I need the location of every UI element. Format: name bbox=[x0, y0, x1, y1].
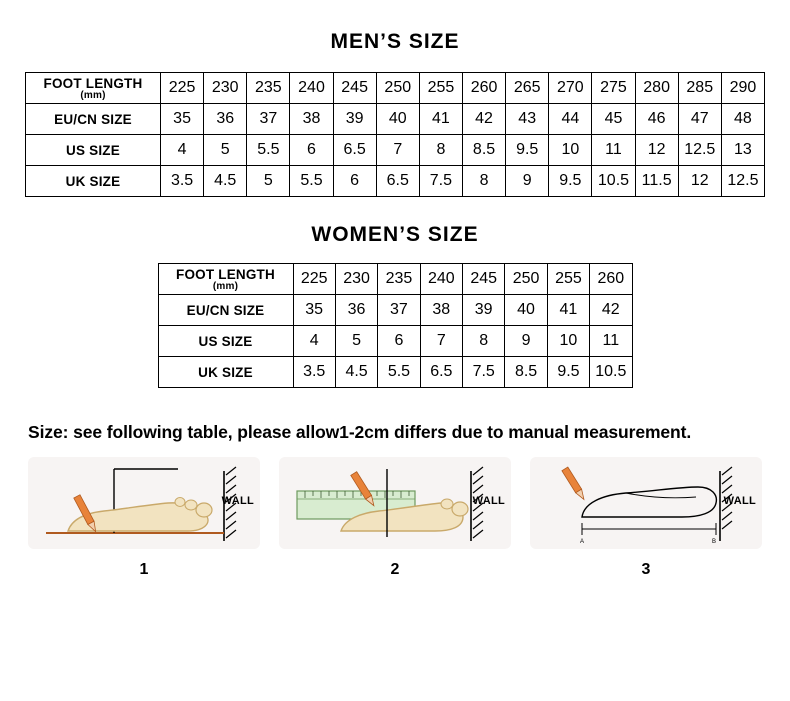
table-cell: 6.5 bbox=[420, 357, 462, 388]
table-row bbox=[26, 135, 765, 166]
wall-label: WALL bbox=[472, 495, 505, 507]
figure-1-image bbox=[28, 457, 260, 549]
table-cell: 43 bbox=[506, 104, 549, 135]
table-cell: 260 bbox=[462, 73, 505, 104]
table-cell: 5.5 bbox=[378, 357, 420, 388]
table-cell: 5 bbox=[335, 326, 377, 357]
table-cell: 255 bbox=[547, 264, 589, 295]
figure-step-3 bbox=[530, 457, 762, 579]
wall-label: WALL bbox=[723, 495, 756, 507]
table-cell: 6 bbox=[333, 166, 376, 197]
table-cell: 10 bbox=[549, 135, 592, 166]
table-cell: 11.5 bbox=[635, 166, 678, 197]
figure-1-caption: 1 bbox=[139, 561, 149, 578]
svg-text:B: B bbox=[712, 539, 717, 545]
table-cell: 7 bbox=[376, 135, 419, 166]
table-cell: 10.5 bbox=[592, 166, 635, 197]
row-label-eu-cn: EU/CN SIZE bbox=[26, 104, 161, 135]
table-cell: 250 bbox=[505, 264, 547, 295]
table-row bbox=[26, 166, 765, 197]
table-cell: 230 bbox=[335, 264, 377, 295]
table-row bbox=[26, 104, 765, 135]
table-cell: 12 bbox=[635, 135, 678, 166]
table-cell: 12.5 bbox=[721, 166, 764, 197]
table-cell: 240 bbox=[290, 73, 333, 104]
table-cell: 5 bbox=[247, 166, 290, 197]
table-cell: 270 bbox=[549, 73, 592, 104]
figure-step-2 bbox=[279, 457, 511, 579]
table-cell: 6.5 bbox=[376, 166, 419, 197]
table-cell: 9.5 bbox=[547, 357, 589, 388]
table-cell: 290 bbox=[721, 73, 764, 104]
table-cell: 41 bbox=[419, 104, 462, 135]
row-label-text: FOOT LENGTH bbox=[176, 266, 275, 282]
table-cell: 8.5 bbox=[462, 135, 505, 166]
mens-table-wrap bbox=[0, 54, 790, 197]
womens-table-wrap bbox=[0, 247, 790, 388]
table-cell: 8.5 bbox=[505, 357, 547, 388]
table-cell: 41 bbox=[547, 295, 589, 326]
row-label-foot-length bbox=[26, 73, 161, 104]
table-cell: 7 bbox=[420, 326, 462, 357]
row-label-uk: UK SIZE bbox=[26, 166, 161, 197]
table-cell: 5.5 bbox=[247, 135, 290, 166]
table-cell: 250 bbox=[376, 73, 419, 104]
row-label-unit: (mm) bbox=[80, 89, 106, 101]
table-cell: 9 bbox=[505, 326, 547, 357]
measurement-note: Size: see following table, please allow1-2cm differs due to manual measurement. bbox=[28, 422, 692, 442]
table-cell: 42 bbox=[462, 104, 505, 135]
table-cell: 4.5 bbox=[204, 166, 247, 197]
figure-3-image bbox=[530, 457, 762, 549]
table-cell: 11 bbox=[592, 135, 635, 166]
table-row bbox=[158, 295, 632, 326]
table-cell: 36 bbox=[335, 295, 377, 326]
row-label-foot-length bbox=[158, 264, 293, 295]
table-cell: 260 bbox=[590, 264, 632, 295]
table-cell: 285 bbox=[678, 73, 721, 104]
table-cell: 4 bbox=[161, 135, 204, 166]
table-cell: 48 bbox=[721, 104, 764, 135]
table-cell: 6 bbox=[378, 326, 420, 357]
table-cell: 4.5 bbox=[335, 357, 377, 388]
table-row bbox=[158, 326, 632, 357]
table-cell: 9.5 bbox=[506, 135, 549, 166]
row-label-us: US SIZE bbox=[26, 135, 161, 166]
table-cell: 225 bbox=[161, 73, 204, 104]
table-cell: 4 bbox=[293, 326, 335, 357]
table-cell: 37 bbox=[378, 295, 420, 326]
table-cell: 37 bbox=[247, 104, 290, 135]
row-label-us: US SIZE bbox=[158, 326, 293, 357]
table-cell: 36 bbox=[204, 104, 247, 135]
table-cell: 44 bbox=[549, 104, 592, 135]
table-cell: 5 bbox=[204, 135, 247, 166]
size-chart-page bbox=[0, 30, 790, 701]
table-cell: 9.5 bbox=[549, 166, 592, 197]
table-cell: 39 bbox=[463, 295, 505, 326]
table-cell: 9 bbox=[506, 166, 549, 197]
table-cell: 240 bbox=[420, 264, 462, 295]
svg-text:A: A bbox=[580, 539, 585, 545]
womens-size-table bbox=[158, 263, 633, 388]
table-cell: 230 bbox=[204, 73, 247, 104]
table-cell: 38 bbox=[420, 295, 462, 326]
table-cell: 7.5 bbox=[463, 357, 505, 388]
table-cell: 12.5 bbox=[678, 135, 721, 166]
table-cell: 40 bbox=[376, 104, 419, 135]
table-cell: 8 bbox=[419, 135, 462, 166]
table-cell: 255 bbox=[419, 73, 462, 104]
table-cell: 45 bbox=[592, 104, 635, 135]
table-cell: 280 bbox=[635, 73, 678, 104]
figure-step-1 bbox=[28, 457, 260, 579]
table-cell: 5.5 bbox=[290, 166, 333, 197]
row-label-eu-cn: EU/CN SIZE bbox=[158, 295, 293, 326]
table-cell: 38 bbox=[290, 104, 333, 135]
wall-label: WALL bbox=[221, 495, 254, 507]
table-cell: 235 bbox=[247, 73, 290, 104]
table-cell: 40 bbox=[505, 295, 547, 326]
instruction-figures bbox=[0, 443, 790, 579]
table-cell: 275 bbox=[592, 73, 635, 104]
table-cell: 265 bbox=[506, 73, 549, 104]
table-cell: 39 bbox=[333, 104, 376, 135]
table-cell: 8 bbox=[462, 166, 505, 197]
table-cell: 245 bbox=[333, 73, 376, 104]
table-cell: 12 bbox=[678, 166, 721, 197]
figure-2-image bbox=[279, 457, 511, 549]
womens-size-title: WOMEN’S SIZE bbox=[311, 223, 479, 246]
row-label-text: FOOT LENGTH bbox=[43, 75, 143, 91]
table-cell: 8 bbox=[463, 326, 505, 357]
table-cell: 35 bbox=[161, 104, 204, 135]
table-row bbox=[158, 264, 632, 295]
table-cell: 6.5 bbox=[333, 135, 376, 166]
row-label-unit: (mm) bbox=[212, 280, 239, 292]
table-cell: 13 bbox=[721, 135, 764, 166]
table-cell: 47 bbox=[678, 104, 721, 135]
figure-2-caption: 2 bbox=[390, 561, 400, 578]
table-cell: 35 bbox=[293, 295, 335, 326]
table-cell: 6 bbox=[290, 135, 333, 166]
row-label-uk: UK SIZE bbox=[158, 357, 293, 388]
table-cell: 11 bbox=[590, 326, 632, 357]
table-row bbox=[158, 357, 632, 388]
figure-3-caption: 3 bbox=[641, 561, 651, 578]
table-cell: 7.5 bbox=[419, 166, 462, 197]
table-cell: 42 bbox=[590, 295, 632, 326]
table-row bbox=[26, 73, 765, 104]
table-cell: 10.5 bbox=[590, 357, 632, 388]
table-cell: 10 bbox=[547, 326, 589, 357]
table-cell: 3.5 bbox=[161, 166, 204, 197]
mens-size-title: MEN’S SIZE bbox=[330, 30, 460, 53]
mens-size-table bbox=[25, 72, 765, 197]
table-cell: 3.5 bbox=[293, 357, 335, 388]
table-cell: 235 bbox=[378, 264, 420, 295]
table-cell: 46 bbox=[635, 104, 678, 135]
table-cell: 245 bbox=[463, 264, 505, 295]
table-cell: 225 bbox=[293, 264, 335, 295]
